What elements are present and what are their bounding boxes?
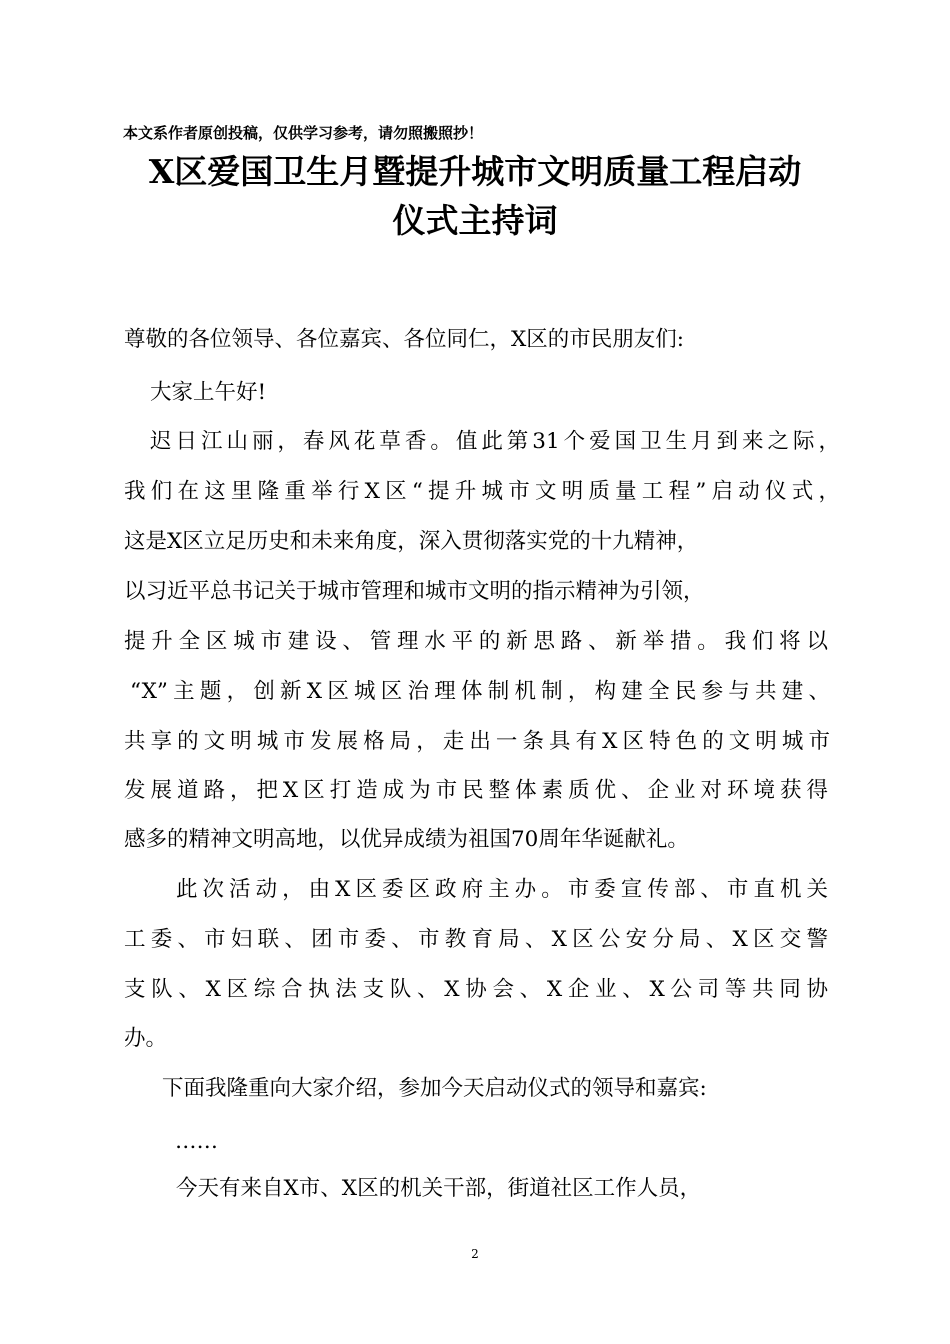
body-line: 我们在这里隆重举行X区“提升城市文明质量工程”启动仪式， [124, 479, 840, 504]
body-line: 发展道路，把X区打造成为市民整体素质优、企业对环境获得 [124, 778, 828, 803]
document-title-line-2: 仪式主持词 [392, 201, 558, 240]
body-line: “X”主题，创新X区城区治理体制机制，构建全民参与共建、 [130, 679, 830, 704]
body-line: 尊敬的各位领导、各位嘉宾、各位同仁，X区的市民朋友们: [124, 327, 685, 352]
body-line: 共享的文明城市发展格局，走出一条具有X区特色的文明城市 [124, 729, 830, 754]
body-line: 迟日江山丽，春风花草香。值此第31个爱国卫生月到来之际， [150, 429, 840, 454]
body-line: 下面我隆重向大家介绍，参加今天启动仪式的领导和嘉宾: [162, 1076, 707, 1101]
body-line: 办。 [124, 1026, 168, 1051]
body-line: 提升全区城市建设、管理水平的新思路、新举措。我们将以 [124, 629, 828, 654]
body-line: 工委、市妇联、团市委、市教育局、X区公安分局、X区交警 [124, 927, 828, 952]
author-notice: 本文系作者原创投稿，仅供学习参考，请勿照搬照抄！ [123, 124, 484, 142]
body-line: 此次活动，由X区委区政府主办。市委宣传部、市直机关 [176, 877, 828, 902]
body-line: 大家上午好! [150, 380, 267, 405]
document-title-line-1: X区爱国卫生月暨提升城市文明质量工程启动 [148, 152, 802, 191]
page-number: 2 [471, 1247, 479, 1261]
body-line: 以习近平总书记关于城市管理和城市文明的指示精神为引领， [124, 579, 705, 604]
body-line: 支队、X区综合执法支队、X协会、X企业、X公司等共同协 [124, 977, 828, 1002]
body-line: 今天有来自X市、X区的机关干部，街道社区工作人员， [176, 1176, 702, 1201]
body-line: …… [175, 1129, 218, 1154]
body-line: 感多的精神文明高地，以优异成绩为祖国70周年华诞献礼。 [124, 827, 689, 852]
body-line: 这是X区立足历史和未来角度，深入贯彻落实党的十九精神， [124, 529, 699, 554]
